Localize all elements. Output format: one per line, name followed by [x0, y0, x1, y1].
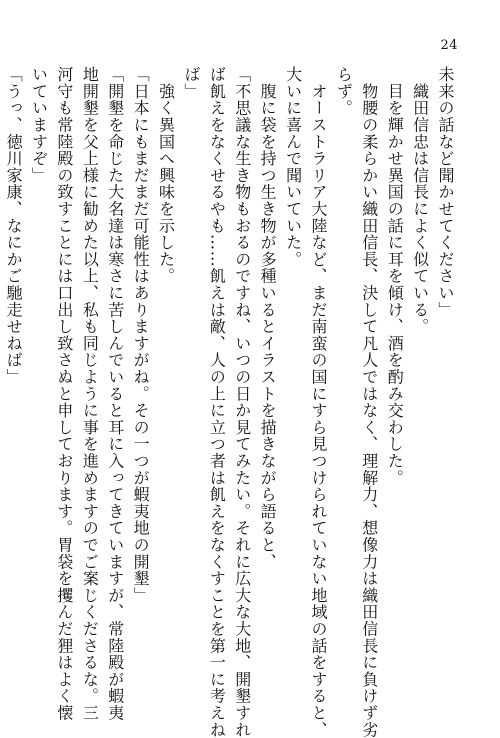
text-line: 地開墾を父上様に勧めた以上、私も同じように事を進めますのでご案じくださるな。三 — [80, 66, 100, 722]
text-line: ば」 — [181, 66, 201, 100]
text-line: 腹に袋を持つ生き物が多種いるとイラストを描きながら語ると、 — [258, 66, 278, 570]
text-line: 目を輝かせ異国の話に耳を傾け、酒を酌み交わした。 — [385, 66, 405, 486]
text-line: 大いに喜んで聞いていた。 — [283, 66, 303, 268]
text-line: 強く異国へ興味を示した。 — [156, 66, 176, 285]
text-line: 河守も常陸殿の致すことには口出し致さぬと申しております。胃袋を攫んだ狸はよく懐 — [54, 66, 74, 722]
text-line: オーストラリア大陸など、まだ南蛮の国にすら見つけられていない地域の話をすると、 — [308, 66, 328, 738]
page-number: 24 — [440, 38, 458, 53]
text-line: らず。 — [334, 66, 354, 117]
text-line: 「不思議な生き物もおるのですね、いつの日か見てみたい。それに広大な大地、開墾すれ — [232, 66, 252, 738]
text-line: いていますぞ」 — [29, 66, 49, 184]
text-line: 「うっ、徳川家康、なにかご馳走せねば」 — [4, 66, 24, 386]
text-line: 物腰の柔らかい織田信長、決して凡人ではなく、理解力、想像力は織田信長に負けず劣 — [359, 66, 379, 738]
text-line: 「開墾を命じた大名達は寒さに苦しんでいると耳に入ってきていますが、常陸殿が蝦夷 — [105, 66, 125, 722]
text-line: 未来の話など聞かせてください」 — [436, 66, 455, 318]
body-text — [4, 66, 458, 738]
text-line: 「日本にもまだまだ可能性はありますがね。その一つが蝦夷地の開墾」 — [131, 66, 151, 604]
text-line: ば飢えをなくせるやも……飢えは敵、人の上に立つ者は飢えをなくすことを第一に考えね — [207, 66, 227, 738]
text-line: 織田信忠は信長によく似ている。 — [410, 66, 430, 335]
